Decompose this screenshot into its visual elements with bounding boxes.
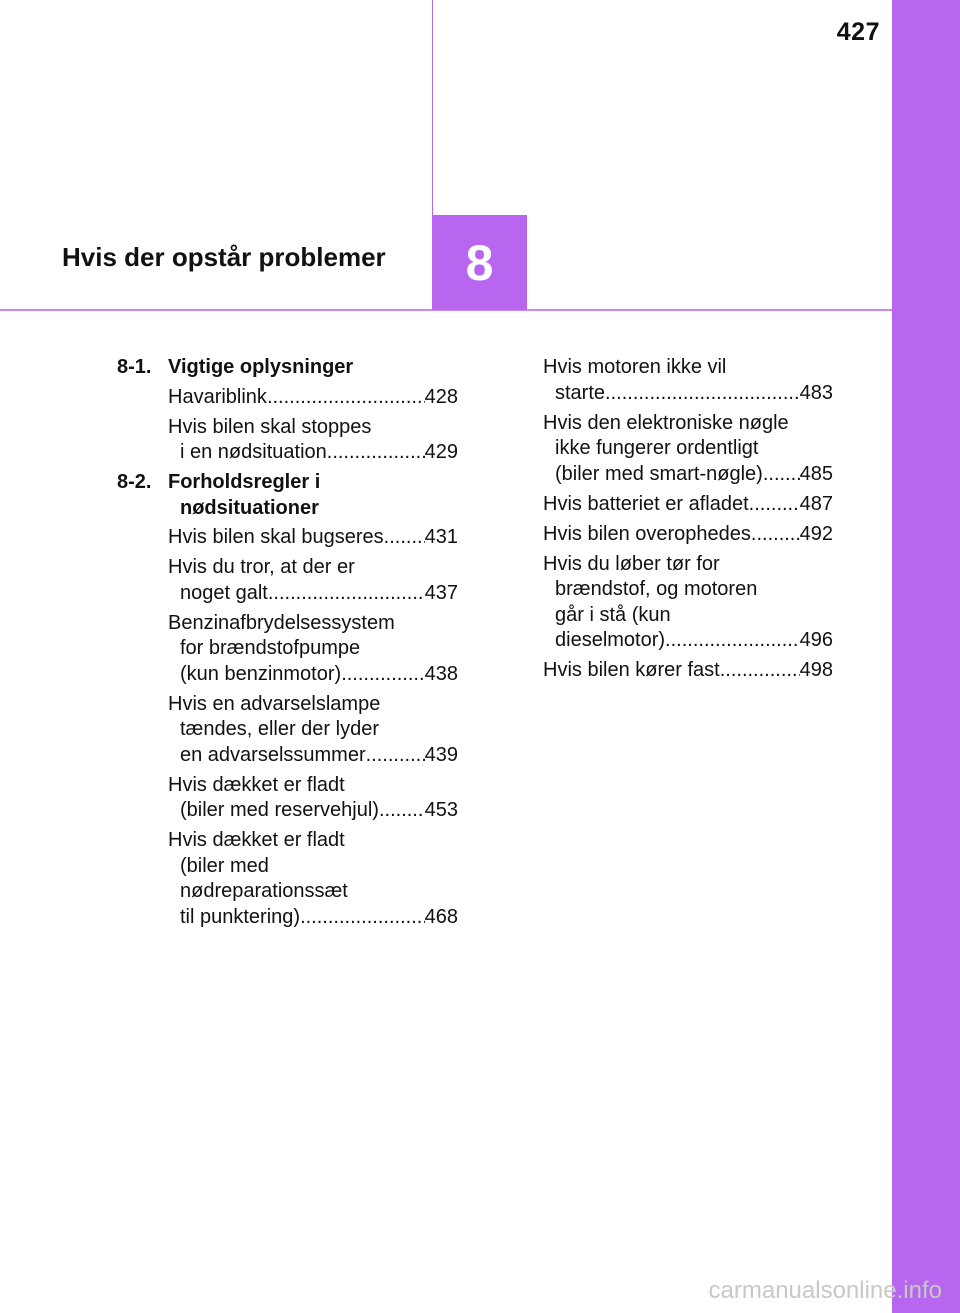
dot-leader — [268, 581, 425, 607]
toc-entry-text: Hvis batteriet er afladet — [543, 492, 749, 515]
dot-leader — [327, 440, 425, 466]
toc-entry-text: nødreparationssæt — [180, 880, 348, 902]
toc-entry[interactable] — [168, 692, 458, 769]
toc-page-number: 483 — [799, 381, 833, 404]
toc-entry-text: Hvis dækket er fladt — [168, 773, 345, 796]
toc-entry-last-line — [180, 440, 458, 466]
dot-leader — [763, 462, 800, 488]
toc-entry[interactable] — [543, 522, 833, 548]
toc-entry-last-line — [180, 581, 458, 607]
dot-leader — [720, 658, 800, 684]
section-title — [168, 470, 458, 521]
toc-entry-text: Hvis dækket er fladt — [168, 829, 345, 851]
toc-entry-last-line — [168, 525, 458, 551]
toc-entry-text: (kun benzinmotor) — [180, 662, 342, 685]
toc-entry-text: til punktering) — [180, 905, 301, 928]
toc-entry-text: Hvis den elektroniske nøgle — [543, 411, 789, 434]
section-title-line: nødsituationer — [180, 496, 319, 519]
toc-entry-text: Hvis du løber tør for — [543, 552, 720, 575]
toc-entry-text: Benzinafbrydelsessystem — [168, 611, 395, 634]
toc-page-number: 485 — [799, 462, 833, 485]
toc-page-number: 487 — [799, 492, 833, 515]
toc-entry[interactable] — [168, 415, 458, 466]
toc-entry-text: Havariblink — [168, 385, 267, 408]
dot-leader — [379, 798, 425, 824]
toc-entry[interactable] — [168, 773, 458, 824]
toc-entry-text: brændstof, og motoren — [555, 578, 758, 600]
toc-entry-text: Hvis motoren ikke vil — [543, 356, 727, 378]
toc-page-number: 428 — [424, 385, 458, 408]
toc-entry-last-line — [555, 381, 833, 407]
toc-entry-text: Hvis bilen kører fast — [543, 659, 720, 681]
toc-page-number: 431 — [424, 526, 458, 548]
chapter-side-tab — [892, 0, 960, 1313]
section-title-line: Vigtige oplysninger — [168, 356, 354, 378]
toc-entry-text: starte — [555, 381, 606, 404]
toc-page-number: 496 — [799, 629, 833, 651]
toc-page-number: 438 — [424, 662, 458, 685]
toc-entry-text: ikke fungerer ordentligt — [555, 437, 759, 459]
toc-entry-text: Hvis du tror, at der er — [168, 556, 355, 578]
toc-entry-last-line — [180, 743, 458, 769]
chapter-number-badge: 8 — [432, 215, 527, 310]
dot-leader — [384, 525, 425, 551]
toc-entry-text: Hvis bilen skal bugseres — [168, 526, 384, 548]
toc-entry-text: Hvis bilen overophedes — [543, 522, 751, 545]
toc-entry-text: Hvis en advarselslampe — [168, 692, 381, 715]
toc-entry-last-line — [555, 462, 833, 488]
toc-entry-last-line — [180, 905, 458, 931]
toc-entry[interactable] — [168, 385, 458, 411]
toc-entry-text: en advarselssummer — [180, 743, 366, 766]
chapter-title: Hvis der opstår problemer — [62, 242, 386, 272]
toc-entry-text: Hvis bilen skal stoppes — [168, 415, 372, 438]
toc-entry[interactable] — [168, 828, 458, 930]
toc-entry[interactable] — [543, 552, 833, 654]
dot-leader — [366, 743, 425, 769]
dot-leader — [341, 662, 424, 688]
section-title-line: Forholdsregler i — [168, 471, 321, 493]
toc-entry[interactable] — [543, 492, 833, 518]
toc-entry-text: (biler med — [180, 854, 269, 877]
header-divider-vertical — [432, 0, 433, 216]
toc-entry[interactable] — [543, 658, 833, 684]
toc-entry-text: i en nødsituation — [180, 441, 327, 463]
toc-entry-text: dieselmotor) — [555, 629, 666, 651]
toc-page-number: 429 — [424, 441, 458, 463]
toc-section-heading — [117, 470, 458, 521]
toc-entry-text: tændes, eller der lyder — [180, 718, 379, 740]
toc-entry-last-line — [168, 385, 458, 411]
toc-entry[interactable] — [168, 611, 458, 688]
dot-leader — [300, 905, 425, 931]
toc-page-number: 437 — [424, 581, 458, 604]
toc-entry-text: (biler med smart-nøgle) — [555, 462, 763, 485]
toc-entry-last-line — [180, 798, 458, 824]
toc-entry[interactable] — [168, 555, 458, 606]
dot-leader — [751, 522, 800, 548]
toc-page-number: 453 — [424, 799, 458, 821]
section-number: 8-1. — [117, 356, 152, 378]
toc-entry-text: (biler med reservehjul) — [180, 799, 379, 821]
dot-leader — [749, 492, 800, 518]
toc-page-number: 439 — [424, 743, 458, 766]
toc-entry-last-line — [180, 662, 458, 688]
toc-entry-last-line — [555, 628, 833, 654]
section-number: 8-2. — [117, 471, 152, 493]
toc-entry-last-line — [543, 522, 833, 548]
dot-leader — [665, 628, 800, 654]
toc-right-column — [543, 355, 833, 688]
toc-entry-last-line — [543, 658, 833, 684]
toc-section-heading — [117, 355, 458, 381]
toc-page-number: 468 — [424, 905, 458, 928]
toc-entry-last-line — [543, 492, 833, 518]
toc-entry-text: noget galt — [180, 581, 268, 604]
toc-entry-text: går i stå (kun — [555, 603, 671, 626]
watermark: carmanualsonline.info — [708, 1277, 942, 1304]
section-title — [168, 355, 458, 381]
toc-left-column — [117, 355, 458, 935]
toc-entry[interactable] — [543, 355, 833, 406]
toc-entry-text: for brændstofpumpe — [180, 637, 361, 659]
toc-entry[interactable] — [168, 525, 458, 551]
page-number: 427 — [836, 18, 880, 46]
dot-leader — [267, 385, 425, 411]
toc-page-number: 492 — [799, 522, 833, 545]
toc-page-number: 498 — [799, 659, 833, 681]
toc-entry[interactable] — [543, 411, 833, 488]
dot-leader — [605, 381, 800, 407]
